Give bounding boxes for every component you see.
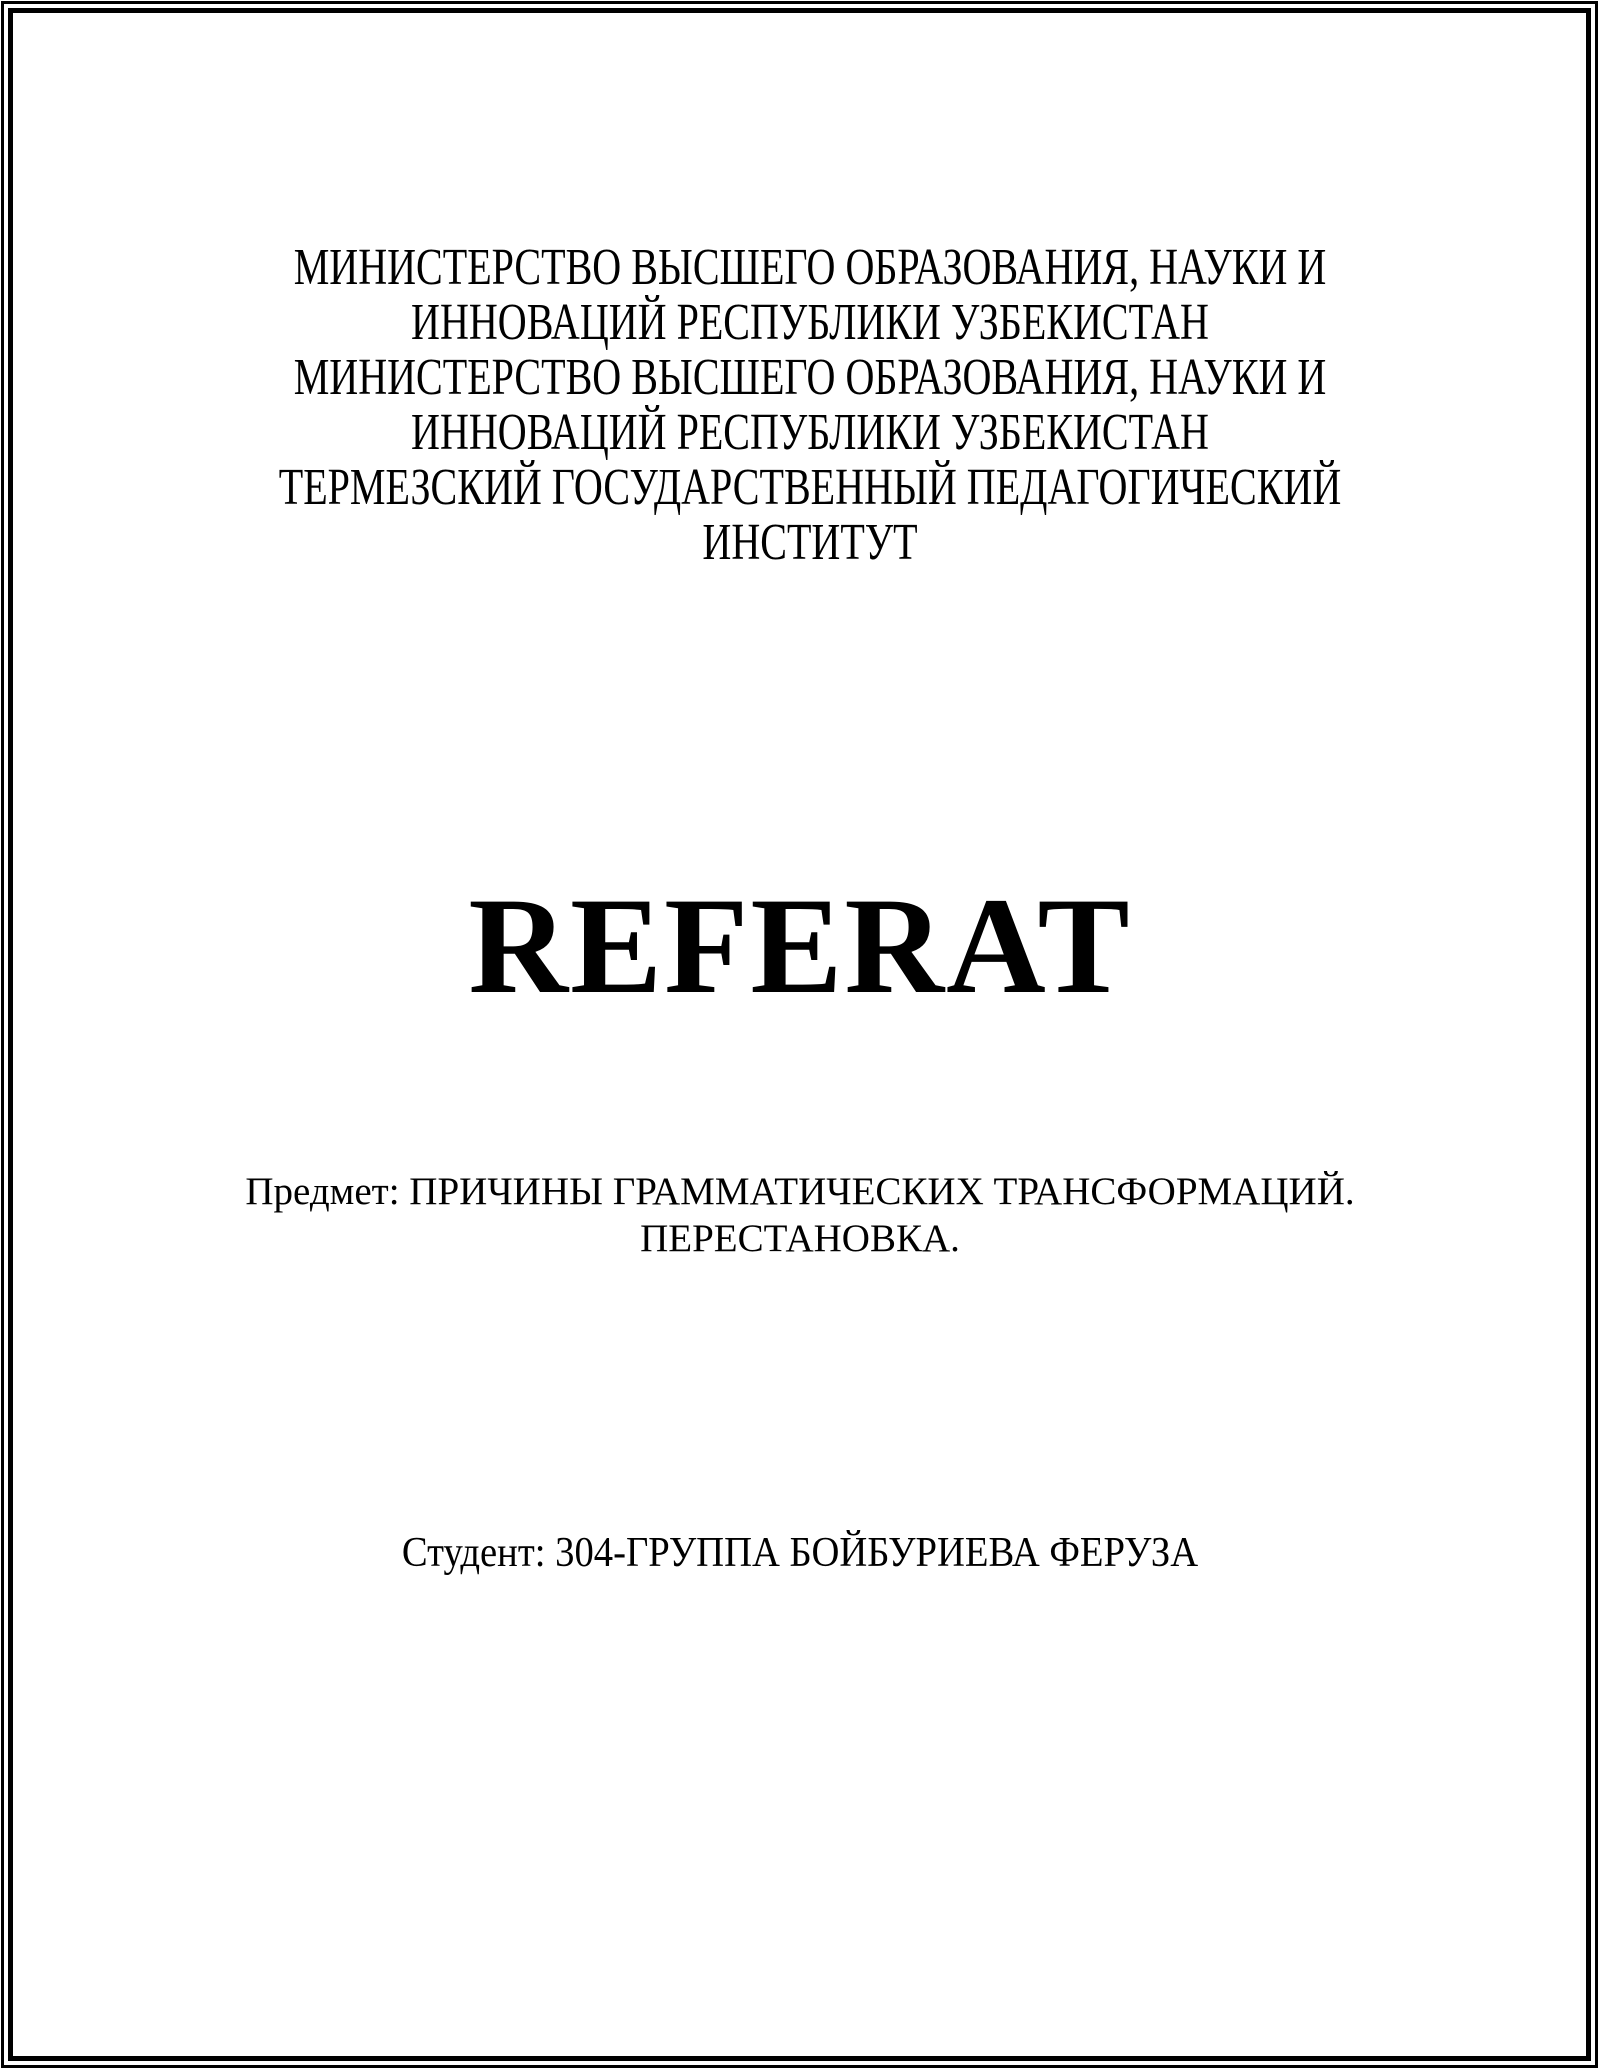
student-line <box>64 1530 1536 1577</box>
header-line-3: МИНИСТЕРСТВО ВЫСШЕГО ОБРАЗОВАНИЯ, НАУКИ И <box>293 349 1327 406</box>
subject-title-part-1: ПРИЧИНЫ ГРАММАТИЧЕСКИХ ТРАНСФОРМАЦИЙ. <box>409 1170 1355 1213</box>
header-line-4: ИННОВАЦИЙ РЕСПУБЛИКИ УЗБЕКИСТАН <box>411 404 1209 461</box>
subject-label: Предмет: <box>245 1170 400 1213</box>
document-title: REFERAT <box>468 869 1132 1022</box>
header-line-1: МИНИСТЕРСТВО ВЫСШЕГО ОБРАЗОВАНИЯ, НАУКИ И <box>293 239 1327 296</box>
header-line-2: ИННОВАЦИЙ РЕСПУБЛИКИ УЗБЕКИСТАН <box>411 294 1209 351</box>
subject-section <box>0 1168 1600 1262</box>
header-line-6: ИНСТИТУТ <box>702 514 918 571</box>
student-value: 304-ГРУППА БОЙБУРИЕВА ФЕРУЗА <box>555 1530 1199 1576</box>
student-label: Студент: <box>401 1530 546 1576</box>
subject-line-2: ПЕРЕСТАНОВКА. <box>640 1217 960 1260</box>
ministry-header <box>209 240 1410 570</box>
header-line-5: ТЕРМЕЗСКИЙ ГОСУДАРСТВЕННЫЙ ПЕДАГОГИЧЕСКИЙ <box>278 459 1342 516</box>
subject-line-1 <box>0 1168 1600 1215</box>
